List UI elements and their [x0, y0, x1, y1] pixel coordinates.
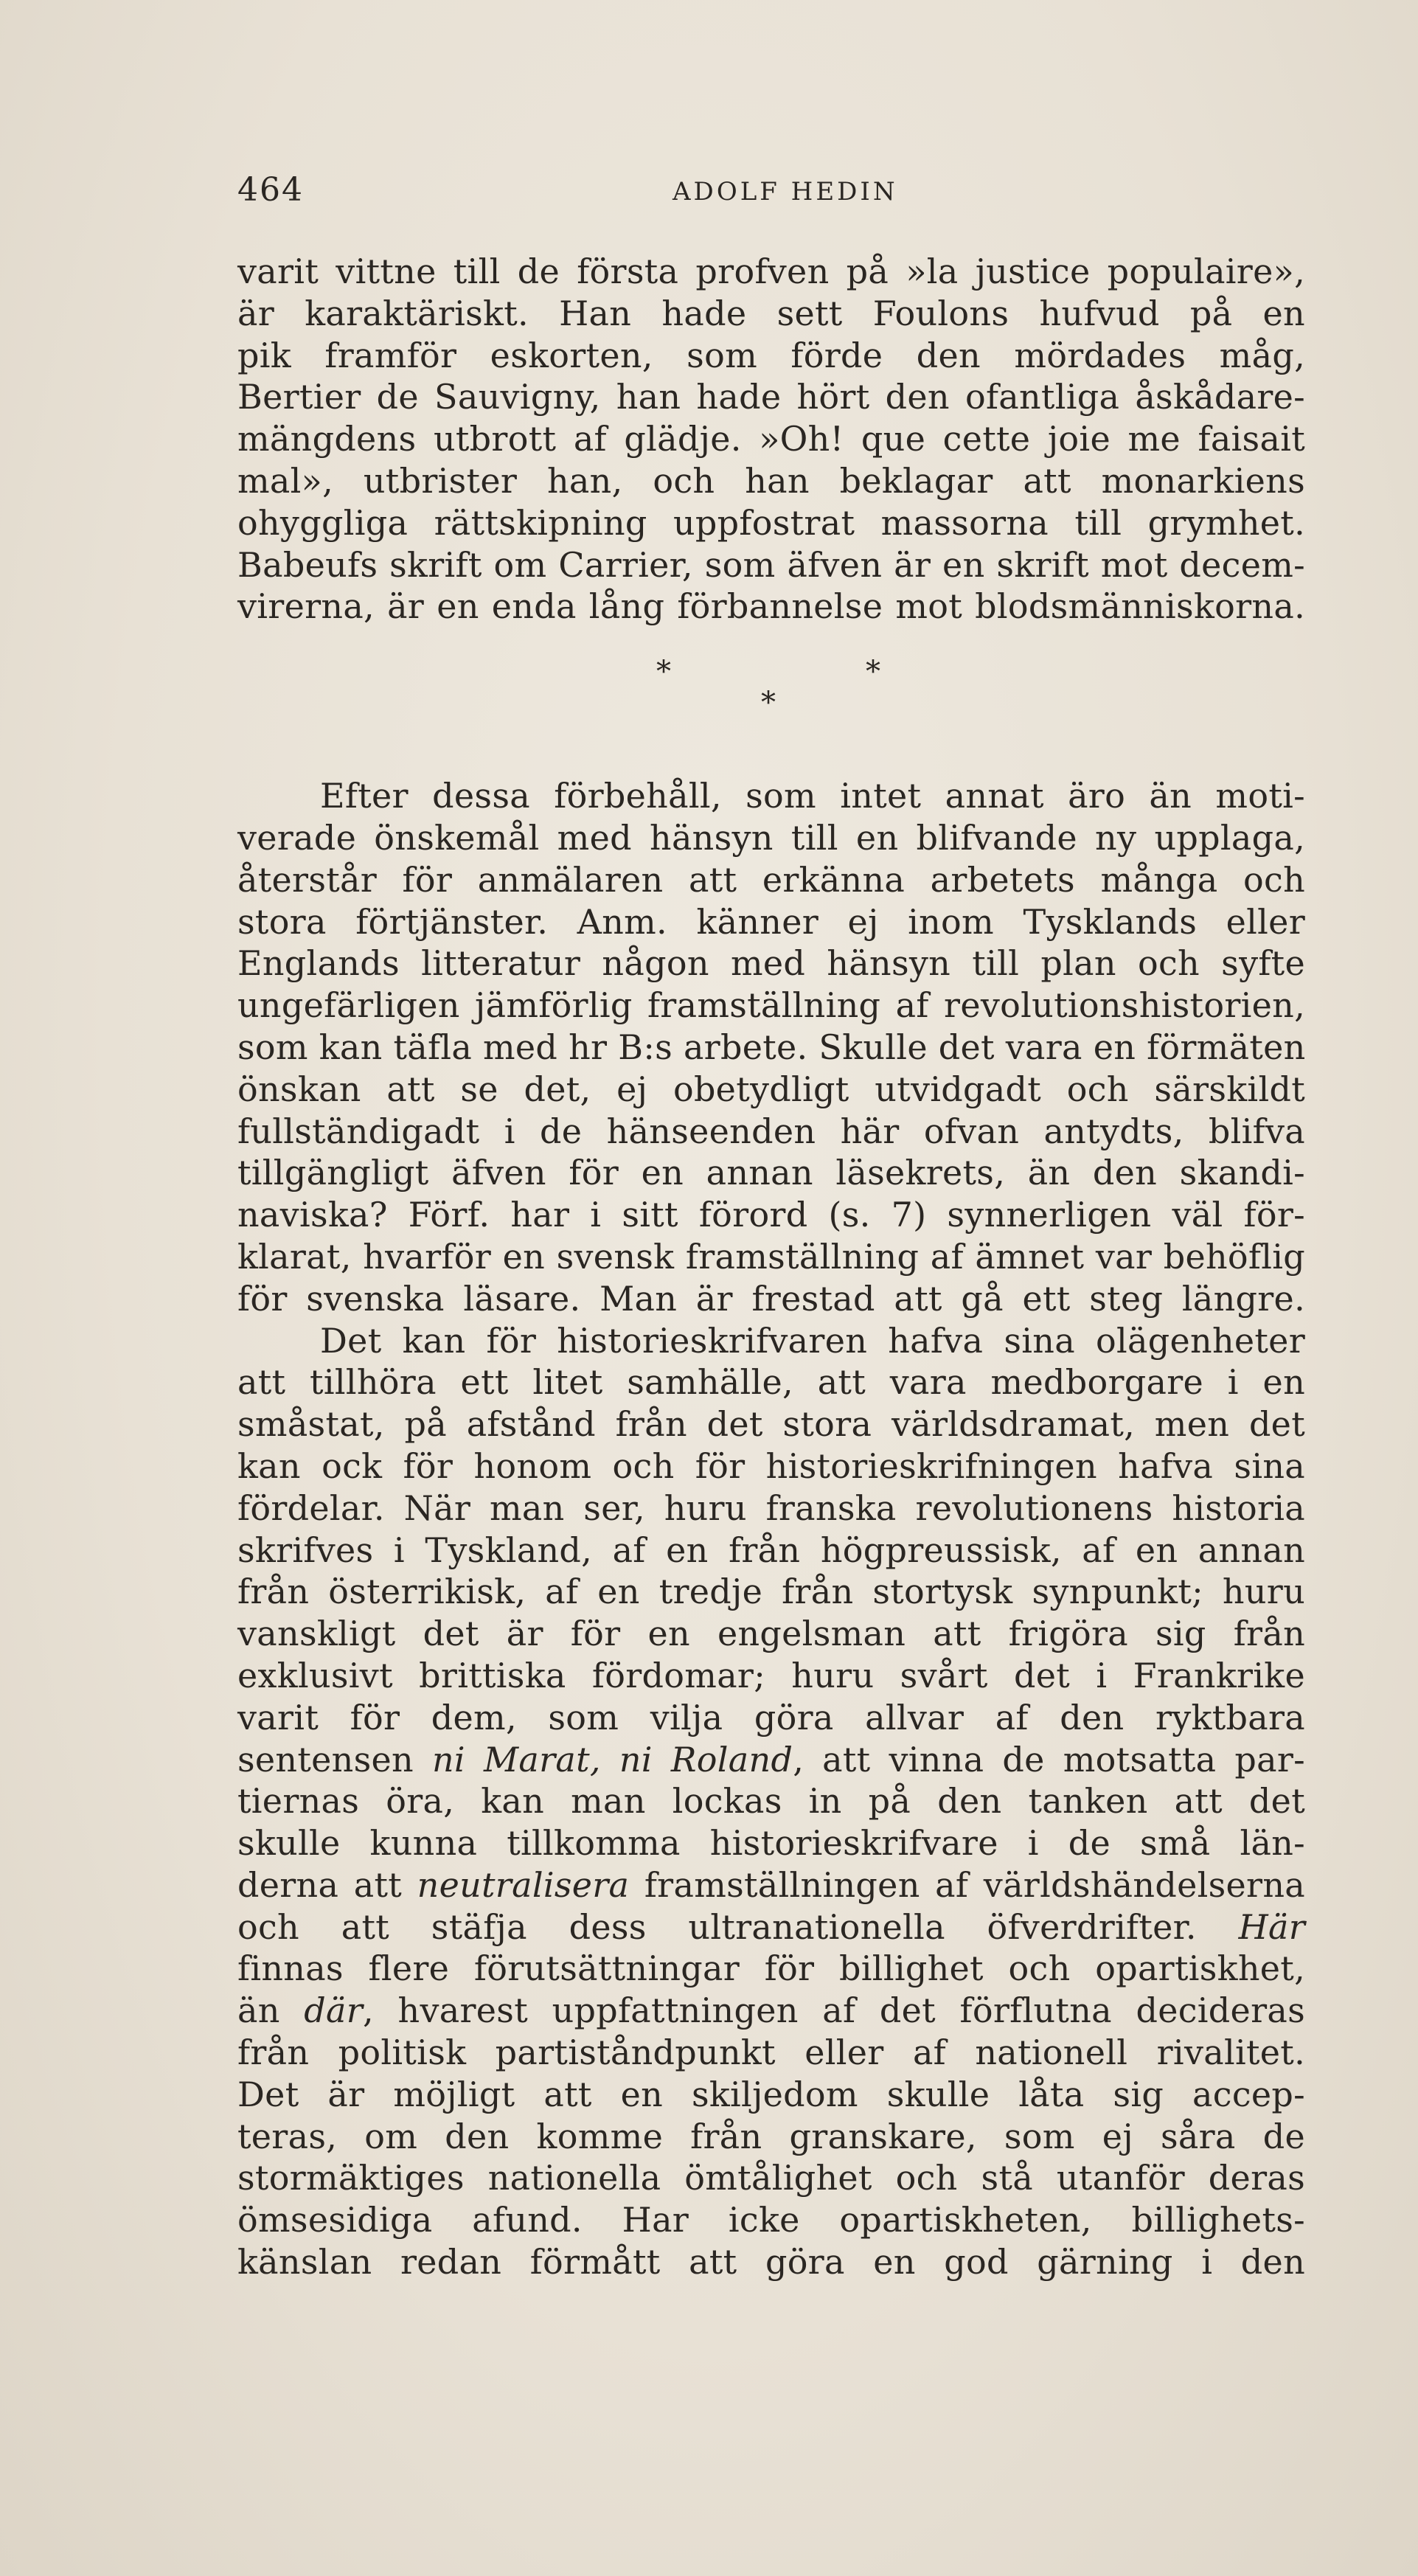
text-line: varit vittne till de första profven på »la justice populaire», [237, 251, 1305, 291]
text-line: verade önskemål med hänsyn till en blifvande ny upplaga, [237, 817, 1305, 858]
text-line: varit för dem, som vilja göra allvar af den ryktbara [237, 1697, 1305, 1737]
text-line: mal», utbrister han, och han beklagar att monarkiens [237, 460, 1305, 501]
text-line: naviska? Förf. har i sitt förord (s. 7) synnerligen väl för- [237, 1195, 1305, 1235]
text-line: Babeufs skrift om Carrier, som äfven är en skrift mot decem- [237, 544, 1305, 585]
paragraph-1 [237, 251, 1305, 628]
text-line: för svenska läsare. Man är frestad att gå ett steg längre. [237, 1278, 1305, 1319]
text-run: än [237, 1990, 305, 2031]
paragraph-3 [237, 1320, 1305, 2283]
running-head: ADOLF HEDIN [672, 177, 898, 206]
text-line: från österrikisk, af en tredje från stortysk synpunkt; huru [237, 1572, 1305, 1612]
text-line: känslan redan förmått att göra en god gärning i den [237, 2242, 1305, 2282]
italic-text: ni Marat, ni Roland [432, 1739, 793, 1780]
asterisk: * [656, 655, 671, 690]
text-line: klarat, hvarför en svensk framställning af ämnet var behöflig [237, 1236, 1305, 1277]
text-line [237, 1864, 1305, 1906]
page-number: 464 [237, 171, 304, 209]
text-line: som kan täfla med hr B:s arbete. Skulle det vara en förmäten [237, 1027, 1306, 1067]
text-line: skrifves i Tyskland, af en från högpreussisk, af en annan [237, 1530, 1305, 1570]
text-line: tillgängligt äfven för en annan läsekrets, än den skandi- [237, 1153, 1305, 1193]
text-run: framställningen af världshändelserna [629, 1864, 1305, 1905]
text-line [237, 1990, 1305, 2032]
paragraph-2 [237, 775, 1305, 1319]
text-line: Englands litteratur någon med hänsyn till plan och syfte [237, 943, 1305, 984]
text-line: återstår för anmälaren att erkänna arbetets många och [237, 859, 1305, 900]
italic-text: neutralisera [417, 1864, 630, 1905]
text-line: teras, om den komme från granskare, som ej såra de [237, 2116, 1305, 2156]
text-line: önskan att se det, ej obetydligt utvidgadt och särskildt [237, 1069, 1305, 1109]
section-divider-asterisks [237, 628, 1305, 775]
asterisk: * [866, 655, 880, 690]
text-line: vanskligt det är för en engelsman att frigöra sig från [237, 1614, 1305, 1654]
text-line: är karaktäriskt. Han hade sett Foulons hufvud på en [237, 293, 1305, 333]
text-run: sentensen [237, 1739, 432, 1780]
text-line [237, 1739, 1305, 1781]
text-line: ungefärligen jämförlig framställning af revolutionshistorien, [237, 985, 1305, 1026]
page-header [237, 171, 1305, 215]
text-line: att tillhöra ett litet samhälle, att vara medborgare i en [237, 1362, 1305, 1403]
text-line: stora förtjänster. Anm. känner ej inom Tysklands eller [237, 901, 1305, 942]
text-line: virerna, är en enda lång förbannelse mot blodsmänniskorna. [237, 586, 1305, 627]
italic-text: Här [1238, 1906, 1305, 1947]
text-line: ohyggliga rättskipning uppfostrat massorna till grymhet. [237, 502, 1305, 543]
text-line: exklusivt brittiska fördomar; huru svårt det i Frankrike [237, 1655, 1305, 1695]
italic-text: där [304, 1990, 364, 2031]
text-line: skulle kunna tillkomma historieskrifvare i de små län- [237, 1823, 1305, 1864]
text-line: ömsesidiga afund. Har icke opartiskheten, billighets- [237, 2200, 1305, 2240]
text-line: Efter dessa förbehåll, som intet annat äro än moti- [320, 776, 1305, 816]
text-line: finnas flere förutsättningar för billighet och opartiskhet, [237, 1948, 1305, 1989]
text-run: och att stäfja dess ultranationella öfverdrifter. [237, 1906, 1239, 1947]
text-line: fördelar. När man ser, huru franska revolutionens historia [237, 1487, 1305, 1528]
text-run: derna att [237, 1864, 417, 1905]
text-line: tiernas öra, kan man lockas in på den tanken att det [237, 1781, 1305, 1822]
text-run: , att vinna de motsatta par- [793, 1739, 1306, 1780]
text-line: pik framför eskorten, som förde den mördades måg, [237, 335, 1305, 375]
text-line: fullständigadt i de hänseenden här ofvan antydts, blifva [237, 1111, 1305, 1151]
text-line: Det är möjligt att en skiljedom skulle låta sig accep- [237, 2074, 1305, 2114]
body-text [237, 251, 1305, 2283]
text-line: Bertier de Sauvigny, han hade hört den ofantliga åskådare- [237, 377, 1305, 417]
text-line [237, 1906, 1305, 1948]
text-line: småstat, på afstånd från det stora världsdramat, men det [237, 1404, 1305, 1445]
text-run: , hvarest uppfattningen af det förflutna decideras [363, 1990, 1305, 2031]
text-line: kan ock för honom och för historieskrifningen hafva sina [237, 1445, 1305, 1486]
text-line: stormäktiges nationella ömtålighet och stå utanför deras [237, 2158, 1305, 2198]
text-line: mängdens utbrott af glädje. »Oh! que cette joie me faisait [237, 419, 1305, 459]
text-line: Det kan för historieskrifvaren hafva sina olägenheter [320, 1320, 1305, 1361]
asterisk: * [761, 686, 776, 721]
text-line: från politisk partiståndpunkt eller af nationell rivalitet. [237, 2032, 1305, 2073]
